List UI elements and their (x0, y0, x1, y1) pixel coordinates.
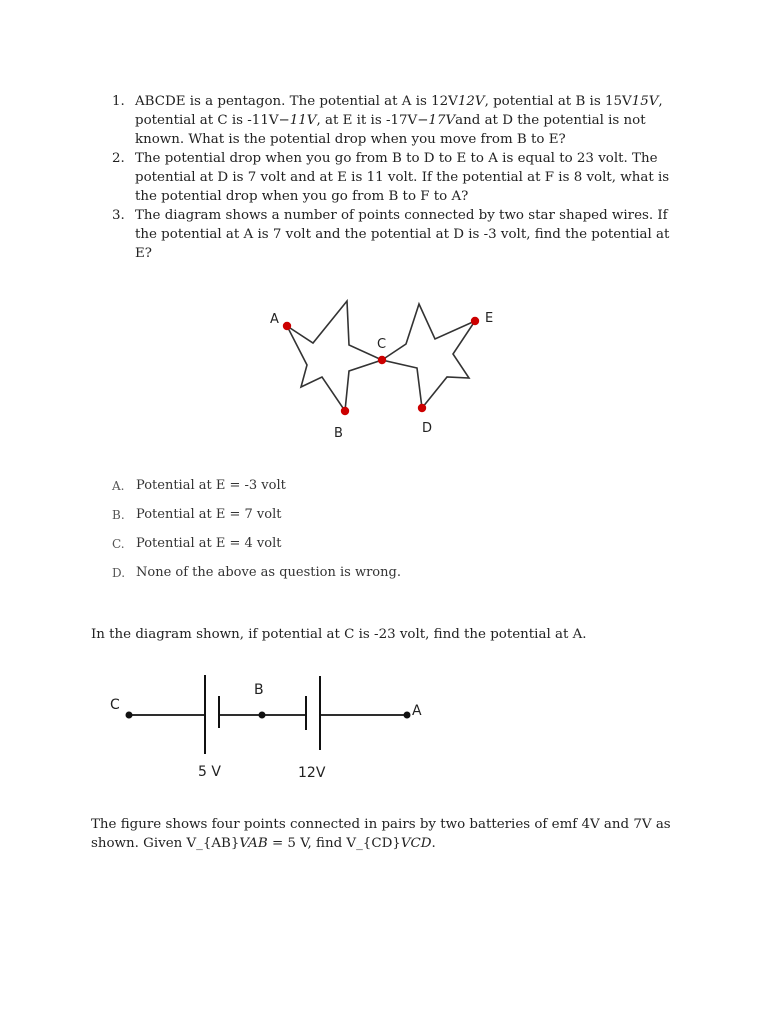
option-letter: B. (112, 508, 125, 522)
text-segment: ABCDE is a pentagon. The potential at A is 12V (135, 94, 458, 109)
text-segment: , potential at B is 15V (484, 94, 632, 109)
italic-math-text: VAB (239, 836, 268, 851)
point-a-label: A (412, 703, 422, 719)
point-d-label: D (422, 421, 433, 436)
question-number: 1. (112, 94, 125, 109)
point-b-label: B (334, 426, 343, 441)
option-letter: D. (112, 566, 126, 580)
left-star-wire (287, 301, 382, 411)
star-diagram (262, 296, 512, 446)
question-text (135, 92, 684, 149)
question-1 (112, 92, 684, 149)
circuit-question: In the diagram shown, if potential at C is -23 volt, find the potential at A. (91, 627, 587, 642)
point-e-label: E (485, 311, 494, 326)
italic-math-text: 15V (631, 94, 659, 109)
option-text: Potential at E = 4 volt (136, 536, 282, 551)
italic-math-text: −11V (278, 113, 317, 128)
question-3 (112, 206, 684, 263)
option-d (112, 565, 401, 594)
italic-math-text: VCD (400, 836, 432, 851)
text-segment: = 5 V, find V_{CD} (267, 836, 401, 851)
point-c-label: C (377, 337, 387, 352)
italic-math-text: −17V (417, 113, 456, 128)
battery2-emf-label: 12V (298, 765, 326, 781)
option-b (112, 507, 401, 536)
point-b-label: B (254, 682, 264, 698)
question-text (135, 149, 684, 206)
circuit-diagram (104, 672, 444, 784)
right-star-wire (382, 304, 475, 408)
text-segment: and at D the potential is not known. What is the potential drop when you move from B to E? (135, 113, 646, 147)
italic-math-text: 12V (457, 94, 485, 109)
option-letter: C. (112, 537, 125, 551)
question-number: 2. (112, 151, 125, 166)
point-b-dot (341, 407, 349, 415)
option-text: Potential at E = -3 volt (136, 478, 286, 493)
question-2 (112, 149, 684, 206)
text-segment: The figure shows four points connected in pairs by two batteries of emf 4V and 7V as shown. Given V_{AB} (91, 817, 671, 851)
point-e-dot (471, 317, 479, 325)
option-text: None of the above as question is wrong. (136, 565, 401, 580)
point-a-dot (404, 712, 411, 719)
option-text: Potential at E = 7 volt (136, 507, 282, 522)
option-letter: A. (112, 479, 125, 493)
batteries-question (91, 815, 691, 853)
point-a-dot (283, 322, 291, 330)
text-segment: , at E it is -17V (316, 113, 418, 128)
point-c-dot (126, 712, 133, 719)
answer-options (112, 478, 401, 594)
text-segment: . (431, 836, 436, 851)
question-list (112, 92, 684, 263)
point-c-label: C (110, 697, 120, 713)
text-segment: The diagram shows a number of points connected by two star shaped wires. If the potential at A is 7 volt and the potential at D is -3 volt, find the potential at E? (135, 208, 670, 261)
text-segment: The potential drop when you go from B to D to E to A is equal to 23 volt. The potential at D is 7 volt and at E is 11 volt. If the potential at F is 8 volt, what is the potential drop when you go from B to F to A? (135, 151, 670, 204)
point-c-dot (378, 356, 386, 364)
point-a-label: A (270, 312, 279, 327)
question-number: 3. (112, 208, 125, 223)
option-a (112, 478, 401, 507)
text-segment: , potential at C is -11V (135, 94, 663, 128)
question-text (135, 206, 684, 263)
point-d-dot (418, 404, 426, 412)
option-c (112, 536, 401, 565)
point-b-dot (259, 712, 266, 719)
battery1-emf-label: 5 V (198, 764, 221, 780)
